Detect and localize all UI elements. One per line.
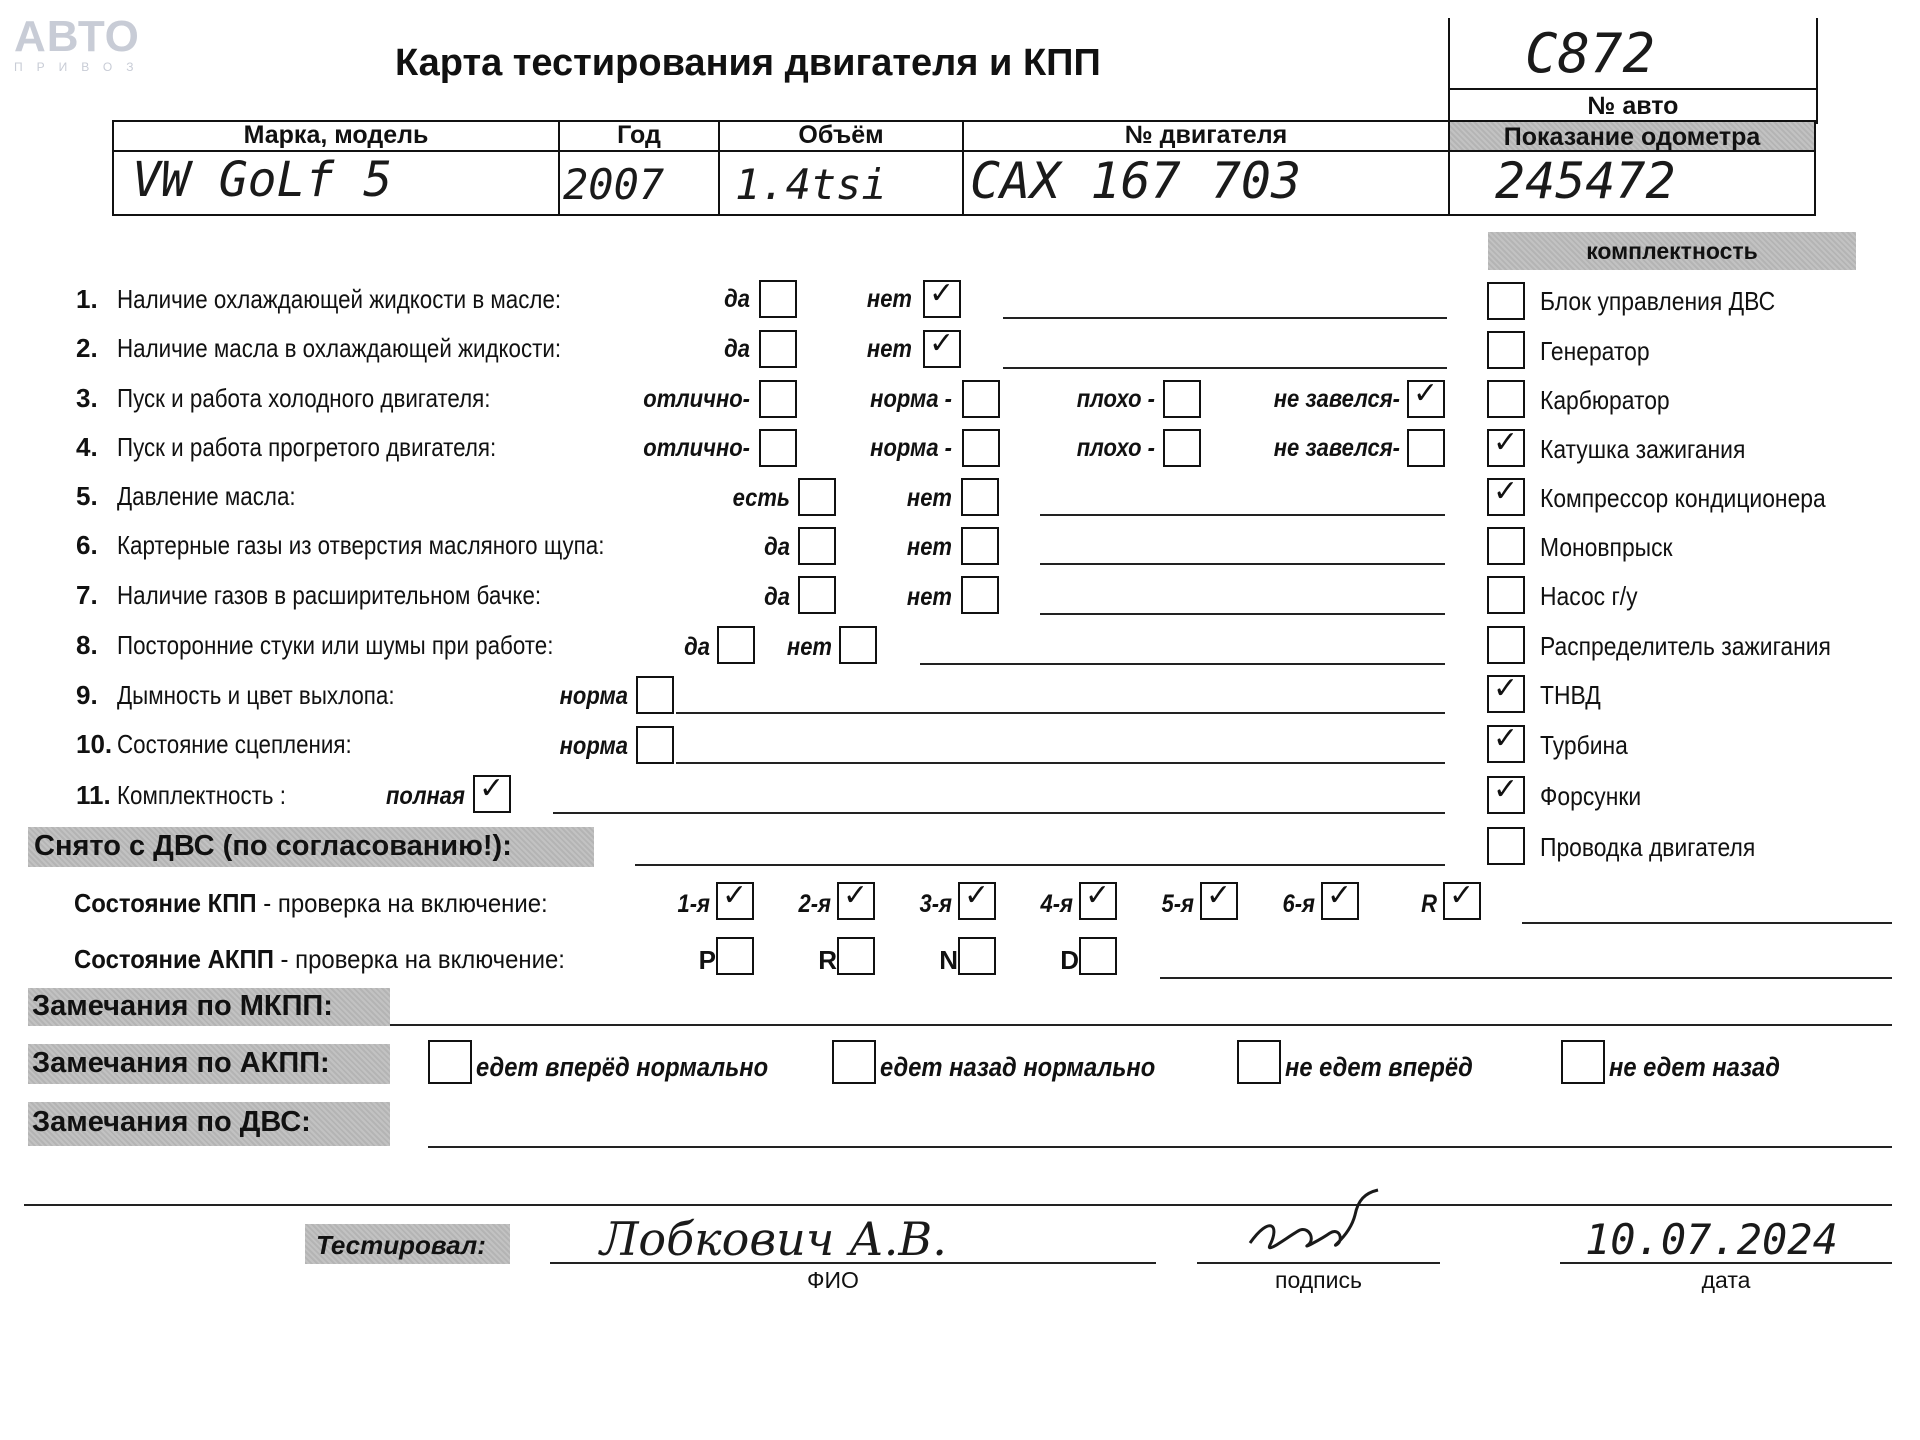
akpp-backward-ok-checkbox[interactable] (832, 1040, 876, 1084)
note-line (1040, 563, 1445, 565)
kit-checkbox[interactable] (1487, 626, 1525, 664)
question-number: 6. (76, 530, 98, 560)
question-label: Дымность и цвет выхлопа: (117, 680, 395, 710)
auto-box-right-border (1816, 18, 1818, 124)
gear-label: 6-я (1282, 890, 1315, 918)
gear-checkbox[interactable] (1079, 878, 1117, 920)
kit-item-label: Форсунки (1540, 781, 1642, 811)
akpp-mode-label: P (698, 945, 716, 975)
col-header-model: Марка, модель (243, 121, 429, 149)
gear-checkbox[interactable] (1200, 878, 1238, 920)
question-label: Пуск и работа прогретого двигателя: (117, 432, 497, 462)
q3-not-started-checkbox[interactable] (1407, 376, 1445, 418)
question-number: 10. (76, 729, 113, 759)
check-mark: ✓ (929, 326, 955, 361)
auto-number-value: С872 (1525, 22, 1656, 85)
question-label: Давление масла: (117, 481, 296, 511)
akpp-mode-label: N (939, 945, 958, 975)
akpp-no-forward-checkbox[interactable] (1237, 1040, 1281, 1084)
akpp-label (74, 944, 565, 975)
option-label: полная (385, 782, 465, 810)
check-mark: ✓ (1493, 721, 1519, 756)
akpp-mode-checkbox[interactable] (837, 937, 875, 975)
gear-checkbox[interactable] (958, 878, 996, 920)
akpp-no-backward-checkbox[interactable] (1561, 1040, 1605, 1084)
question-label: Наличие газов в расширительном бачке: (117, 580, 542, 610)
akpp-forward-ok-checkbox[interactable] (428, 1040, 472, 1084)
option-label: нет (906, 583, 952, 611)
kit-item-label: Моновпрыск (1540, 532, 1673, 562)
question-label: Посторонние стуки или шумы при работе: (117, 630, 554, 660)
question-number: 5. (76, 481, 98, 511)
note-line (920, 663, 1445, 665)
kpp-label-bold: Состояние КПП (74, 888, 257, 918)
akpp-option-label: не едет назад (1609, 1052, 1780, 1082)
option-label: да (684, 633, 710, 661)
odometer-value: 245472 (1495, 152, 1676, 210)
akpp-mode-checkbox[interactable] (716, 937, 754, 975)
check-mark: ✓ (1493, 425, 1519, 460)
logo-subtext: ПРИВОЗ (14, 60, 148, 74)
question-label: Состояние сцепления: (117, 729, 352, 759)
q7-no-checkbox[interactable] (961, 576, 999, 614)
question-label: Картерные газы из отверстия масляного щупа: (117, 530, 605, 560)
kit-item-label: Катушка зажигания (1540, 434, 1746, 464)
check-mark: ✓ (479, 771, 505, 806)
akpp-mode-checkbox[interactable] (1079, 937, 1117, 975)
q3-bad-checkbox[interactable] (1163, 380, 1201, 418)
volume-value: 1.4tsi (735, 160, 887, 209)
q2-no-checkbox[interactable] (923, 326, 961, 368)
check-mark: ✓ (1493, 671, 1519, 706)
check-mark: ✓ (843, 878, 869, 913)
option-label: да (724, 285, 750, 313)
auto-box-divider (1448, 88, 1818, 90)
signature-caption: подпись (1275, 1267, 1362, 1293)
q6-no-checkbox[interactable] (961, 527, 999, 565)
kit-checkbox[interactable] (1487, 827, 1525, 865)
q9-normal-checkbox[interactable] (636, 676, 674, 714)
note-line (1040, 613, 1445, 615)
akpp-option-label: едет назад нормально (880, 1052, 1156, 1082)
note-line (1160, 977, 1892, 979)
date-value: 10.07.2024 (1585, 1215, 1838, 1264)
auto-number-label: № авто (1587, 92, 1679, 120)
engine-number-value: CAX 167 703 (970, 152, 1302, 210)
kit-checkbox[interactable] (1487, 721, 1525, 763)
note-line (676, 762, 1445, 764)
akpp-label-rest: - проверка на включение: (273, 944, 565, 974)
note-line (428, 1146, 1892, 1148)
removed-label: Снято с ДВС (по согласованию!): (34, 830, 512, 862)
check-mark: ✓ (1206, 878, 1232, 913)
q3-normal-checkbox[interactable] (962, 380, 1000, 418)
kpp-label-rest: - проверка на включение: (256, 888, 548, 918)
option-label: плохо - (1076, 385, 1155, 413)
option-label: нет (786, 633, 832, 661)
akpp-mode-label: D (1060, 945, 1079, 975)
question-number: 1. (76, 284, 98, 314)
col-header-year: Год (617, 121, 661, 149)
check-mark: ✓ (1327, 878, 1353, 913)
check-mark: ✓ (1413, 376, 1439, 411)
kit-item-label: Турбина (1540, 730, 1628, 760)
kit-item-label: Компрессор кондиционера (1540, 483, 1826, 513)
check-mark: ✓ (929, 276, 955, 311)
option-label: да (764, 533, 790, 561)
fio-caption: ФИО (807, 1267, 859, 1293)
kit-checkbox[interactable] (1487, 576, 1525, 614)
col-header-engine: № двигателя (1124, 121, 1288, 149)
option-label: отлично- (643, 385, 750, 413)
kit-item-label: Насос г/у (1540, 581, 1638, 611)
kpp-label (74, 888, 548, 919)
q7-yes-checkbox[interactable] (798, 576, 836, 614)
kit-checkbox[interactable] (1487, 772, 1525, 814)
question-number: 7. (76, 580, 98, 610)
akpp-label-bold: Состояние АКПП (74, 944, 274, 974)
note-line (1040, 514, 1445, 516)
q1-no-checkbox[interactable] (923, 276, 961, 318)
gear-label: 3-я (919, 890, 952, 918)
logo (14, 14, 149, 72)
dvs-remarks-label: Замечания по ДВС: (32, 1106, 311, 1138)
option-label: отлично- (643, 434, 750, 462)
q2-yes-checkbox[interactable] (759, 330, 797, 368)
q5-no-checkbox[interactable] (961, 478, 999, 516)
signature-line (1197, 1262, 1440, 1264)
check-mark: ✓ (964, 878, 990, 913)
date-caption: дата (1701, 1267, 1751, 1293)
check-mark: ✓ (1493, 772, 1519, 807)
akpp-option-label: едет вперёд нормально (476, 1052, 769, 1082)
check-mark: ✓ (1493, 474, 1519, 509)
gear-label: 4-я (1040, 890, 1073, 918)
option-label: нет (866, 285, 912, 313)
kit-checkbox[interactable] (1487, 380, 1525, 418)
q10-normal-checkbox[interactable] (636, 726, 674, 764)
q11-full-checkbox[interactable] (473, 771, 511, 813)
kit-item-label: Распределитель зажигания (1540, 631, 1831, 661)
option-label: не завелся- (1273, 385, 1400, 413)
kit-checkbox[interactable] (1487, 425, 1525, 467)
kit-checkbox[interactable] (1487, 671, 1525, 713)
check-mark: ✓ (1449, 878, 1475, 913)
q8-no-checkbox[interactable] (839, 626, 877, 664)
option-label: да (724, 335, 750, 363)
logo-text: АВТО (14, 12, 140, 61)
option-label: да (764, 583, 790, 611)
akpp-mode-label: R (818, 945, 837, 975)
option-label: нет (906, 484, 952, 512)
akpp-option-label: не едет вперёд (1285, 1052, 1473, 1082)
model-value: VW GoLf 5 (132, 152, 393, 208)
q4-normal-checkbox[interactable] (962, 429, 1000, 467)
question-number: 11. (76, 780, 111, 810)
footer-separator (24, 1204, 1892, 1206)
question-number: 3. (76, 383, 98, 413)
gear-checkbox[interactable] (716, 878, 754, 920)
q4-excellent-checkbox[interactable] (759, 429, 797, 467)
note-line (553, 812, 1445, 814)
check-mark: ✓ (1085, 878, 1111, 913)
option-label: норма - (870, 385, 952, 413)
option-label: нет (906, 533, 952, 561)
question-label: Комплектность : (117, 780, 286, 810)
note-line (676, 712, 1445, 714)
option-label: плохо - (1076, 434, 1155, 462)
page-title: Карта тестирования двигателя и КПП (395, 42, 1101, 84)
q6-yes-checkbox[interactable] (798, 527, 836, 565)
option-label: есть (732, 484, 790, 512)
akpp-remarks-label: Замечания по АКПП: (32, 1047, 330, 1079)
kit-checkbox[interactable] (1487, 474, 1525, 516)
option-label: нет (866, 335, 912, 363)
gear-label: 2-я (798, 890, 831, 918)
question-label: Наличие масла в охлаждающей жидкости: (117, 333, 562, 363)
col-header-odometer: Показание одометра (1503, 123, 1761, 151)
akpp-mode-checkbox[interactable] (958, 937, 996, 975)
note-line (1003, 317, 1447, 319)
kit-checkbox[interactable] (1487, 527, 1525, 565)
tested-by-label: Тестировал: (316, 1230, 486, 1260)
question-number: 4. (76, 432, 98, 462)
question-number: 2. (76, 333, 98, 363)
kit-item-label: ТНВД (1540, 680, 1601, 710)
option-label: норма (559, 682, 628, 710)
option-label: норма (559, 732, 628, 760)
gear-label: 5-я (1161, 890, 1194, 918)
gear-checkbox[interactable] (837, 878, 875, 920)
gear-label: 1-я (677, 890, 710, 918)
kit-item-label: Генератор (1540, 336, 1650, 366)
question-number: 8. (76, 630, 98, 660)
note-line (390, 1024, 1892, 1026)
kit-checkbox[interactable] (1487, 282, 1525, 320)
q4-bad-checkbox[interactable] (1163, 429, 1201, 467)
kit-checkbox[interactable] (1487, 331, 1525, 369)
kit-title: комплектность (1586, 238, 1758, 264)
option-label: норма - (870, 434, 952, 462)
note-line (1003, 367, 1447, 369)
question-label: Пуск и работа холодного двигателя: (117, 383, 491, 413)
kit-item-label: Карбюратор (1540, 385, 1670, 415)
fio-line (550, 1262, 1156, 1264)
kit-item-label: Проводка двигателя (1540, 832, 1756, 862)
q3-excellent-checkbox[interactable] (759, 380, 797, 418)
option-label: не завелся- (1273, 434, 1400, 462)
q4-not-started-checkbox[interactable] (1407, 429, 1445, 467)
signature-image (1240, 1185, 1390, 1265)
note-line (635, 864, 1445, 866)
signature-stroke (1250, 1190, 1378, 1248)
note-line (1522, 922, 1892, 924)
gear-checkbox[interactable] (1321, 878, 1359, 920)
question-number: 9. (76, 680, 98, 710)
check-mark: ✓ (722, 878, 748, 913)
gear-label: R (1421, 890, 1437, 918)
date-line (1560, 1262, 1892, 1264)
q5-yes-checkbox[interactable] (798, 478, 836, 516)
kit-item-label: Блок управления ДВС (1540, 286, 1776, 316)
gear-checkbox[interactable] (1443, 878, 1481, 920)
fio-value: Лобкович А.В. (600, 1212, 947, 1266)
year-value: 2007 (563, 160, 665, 209)
q1-yes-checkbox[interactable] (759, 280, 797, 318)
mkpp-remarks-label: Замечания по МКПП: (32, 990, 333, 1022)
q8-yes-checkbox[interactable] (717, 626, 755, 664)
question-label: Наличие охлаждающей жидкости в масле: (117, 284, 562, 314)
col-header-volume: Объём (798, 121, 884, 149)
